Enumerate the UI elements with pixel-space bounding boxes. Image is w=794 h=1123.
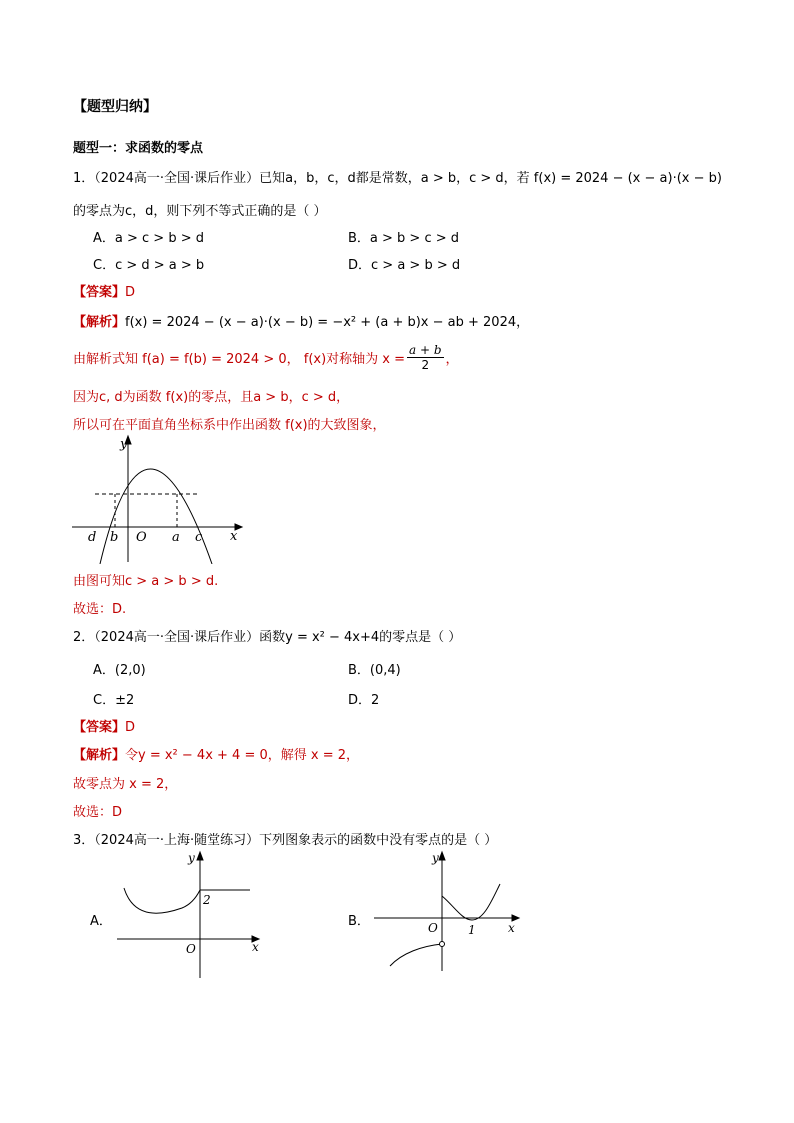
type1-title: 题型一：求函数的零点 [73,141,204,156]
q1-line2: 的零点为c，d，则下列不等式正确的是（ ） [73,204,327,219]
q2-analysis-line2: 故零点为 x = 2， [73,777,178,792]
answer-value: D [125,720,136,735]
graph-x-label: x [230,529,238,544]
section-title: 【题型归纳】 [73,99,157,115]
analysis-text: ， [445,352,459,367]
analysis-tag: 【解析】 [73,315,126,330]
analysis-text: f(x) = 2024 − (x − a)·(x − b) = −x² + (a + b)x − ab + 2024， [125,315,530,330]
graph-origin-label: O [186,942,196,956]
q2-answer [73,716,135,735]
q1-analysis-line4: 所以可在平面直角坐标系中作出函数 f(x)的大致图象， [73,418,386,433]
q1-answer [73,281,135,300]
q3-graph-a [112,850,262,980]
graph-origin-label: O [136,530,147,545]
fraction-denominator: 2 [421,358,430,372]
q2-option-b: B．(0,4) [348,663,401,678]
q3-graph-b [372,848,522,973]
graph-y-label: y [432,851,439,865]
graph-x-label: x [252,940,259,954]
q1-option-b: B．a > b > c > d [348,231,460,246]
analysis-text: 由解析式知 f(a) = f(b) = 2024 > 0， f(x)对称轴为 x = [73,352,406,367]
q1-line1: 1．（2024高一·全国·课后作业）已知a，b，c，d都是常数，a > b，c > d，若 f(x) = 2024 − (x − a)·(x − b) [73,171,722,186]
graph-a-label: a [172,530,180,545]
q2-analysis-line1 [73,744,359,763]
graph-one-label: 1 [468,923,476,937]
fraction-numerator: a + b [409,343,442,357]
y-axis-arrow [439,852,445,860]
q1-option-d: D．c > a > b > d [348,258,461,273]
curve-right [442,884,500,920]
q2-line1: 2．（2024高一·全国·课后作业）函数y = x² − 4x+4的零点是（ ） [73,630,462,645]
fraction [407,343,444,372]
q3-line1: 3．（2024高一·上海·随堂练习）下列图象表示的函数中没有零点的是（ ） [73,833,498,848]
graph-d-label: d [88,530,97,545]
analysis-text: 令y = x² − 4x + 4 = 0，解得 x = 2， [125,748,360,763]
q1-choose: 故选：D. [73,602,127,617]
q2-option-a: A．(2,0) [93,663,146,678]
parabola-curve [100,469,212,564]
analysis-tag: 【解析】 [73,748,126,763]
graph-origin-label: O [428,921,438,935]
q3-option-a-label: A． [90,914,112,929]
graph-two-label: 2 [203,893,211,907]
graph-y-label: y [120,437,128,452]
answer-tag: 【答案】 [73,285,126,300]
q1-analysis-line1 [73,311,529,330]
graph-y-label: y [188,851,195,865]
q1-option-a: A．a > c > b > d [93,231,204,246]
open-point [440,942,445,947]
y-axis-arrow [197,852,203,860]
q3-option-b-label: B． [348,914,370,929]
graph-x-label: x [508,921,515,935]
answer-value: D [125,285,136,300]
q1-conclusion: 由图可知c > a > b > d. [73,574,219,589]
curve-left [390,944,442,966]
q2-option-d: D．2 [348,693,380,708]
q1-parabola-graph [70,434,250,564]
curve-left [124,888,200,913]
answer-tag: 【答案】 [73,720,126,735]
graph-c-label: c [195,530,203,545]
q1-option-c: C．c > d > a > b [93,258,205,273]
q2-option-c: C．±2 [93,693,135,708]
q2-choose: 故选：D [73,805,123,820]
graph-b-label: b [110,530,119,545]
q1-analysis-line3: 因为c, d为函数 f(x)的零点，且a > b，c > d， [73,390,350,405]
q1-analysis-line2 [73,343,459,372]
